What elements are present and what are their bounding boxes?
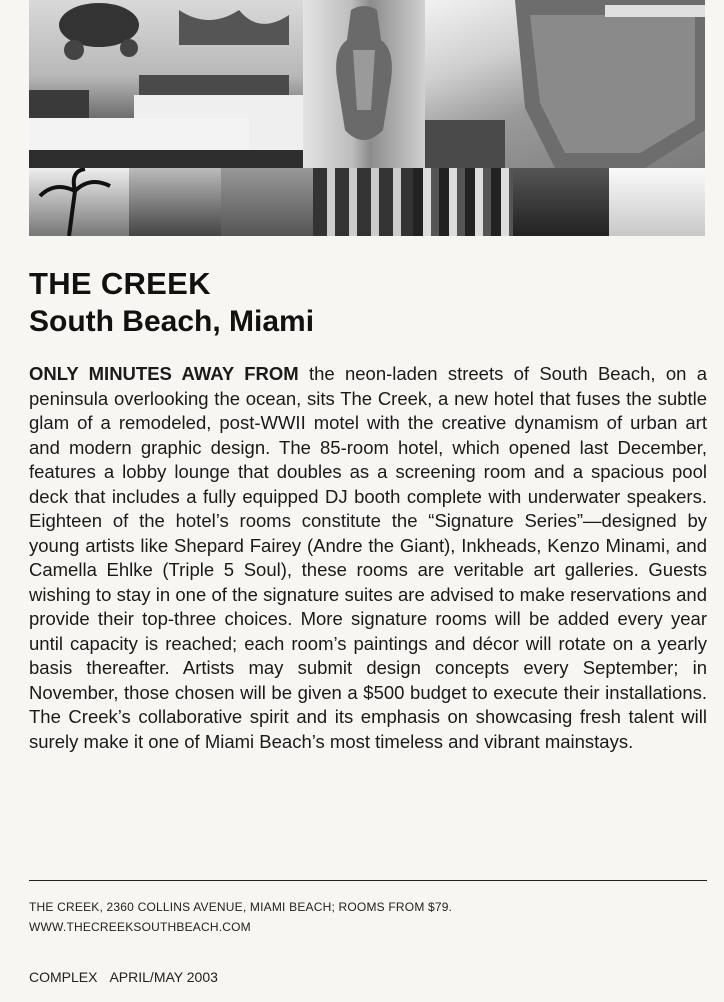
hotel-website: WWW.THECREEKSOUTHBEACH.COM — [29, 920, 251, 934]
bird-mural-photo — [609, 168, 705, 236]
photo-collage — [29, 0, 705, 236]
body-text: the neon-laden streets of South Beach, on a peninsula overlooking the ocean, sits The Creek, a new hotel that fuses the subtle glam of a remodeled, post-WWII motel with the creative dynamism of urban art and modern graphic design. The 85-room hotel, which opened last December, features a lobby lounge that doubles as a screening room and a spacious pool deck that includes a fully equipped DJ booth complete with underwater speakers. Eighteen of the hotel’s rooms constitute the “Signature Series”—designed by young artists like Shepard Fairey (Andre the Giant), Inkheads, Kenzo Minami, and Camella Ehlke (Triple 5 Soul), these rooms are veritable art galleries. Guests wishing to stay in one of the signature suites are advised to make reservations and provide their top-three choices. More signature rooms will be added every year until capacity is reached; each room’s paintings and décor will rotate on a yearly basis thereafter. Artists may submit design concepts every September; in November, those chosen will be given a $500 budget to execute their installations. The Creek’s collaborative spirit and its emphasis on showcasing fresh talent will surely make it one of Miami Beach’s most timeless and vibrant mainstays. — [29, 363, 707, 752]
mural-photo — [221, 168, 313, 236]
poster-wall-photo — [313, 168, 413, 236]
publication-name: COMPLEX — [29, 969, 98, 985]
obey-faces-photo — [413, 168, 513, 236]
article-subtitle: South Beach, Miami — [29, 305, 315, 338]
publication-credit — [29, 968, 218, 986]
lead-in: ONLY MINUTES AWAY FROM — [29, 363, 299, 384]
hotel-address: THE CREEK, 2360 COLLINS AVENUE, MIAMI BEACH; ROOMS FROM $79. — [29, 900, 453, 914]
article-body — [29, 362, 707, 754]
mannequin-photo — [303, 0, 425, 168]
palm-tree-photo — [29, 168, 129, 236]
article-title: THE CREEK — [29, 266, 211, 301]
footer-divider — [29, 880, 707, 881]
bedroom-photo — [29, 0, 303, 168]
palm-silhouette-photo — [129, 168, 221, 236]
issue-date: APRIL/MAY 2003 — [109, 969, 218, 985]
pool-photo — [425, 0, 705, 168]
lobby-photo — [513, 168, 609, 236]
